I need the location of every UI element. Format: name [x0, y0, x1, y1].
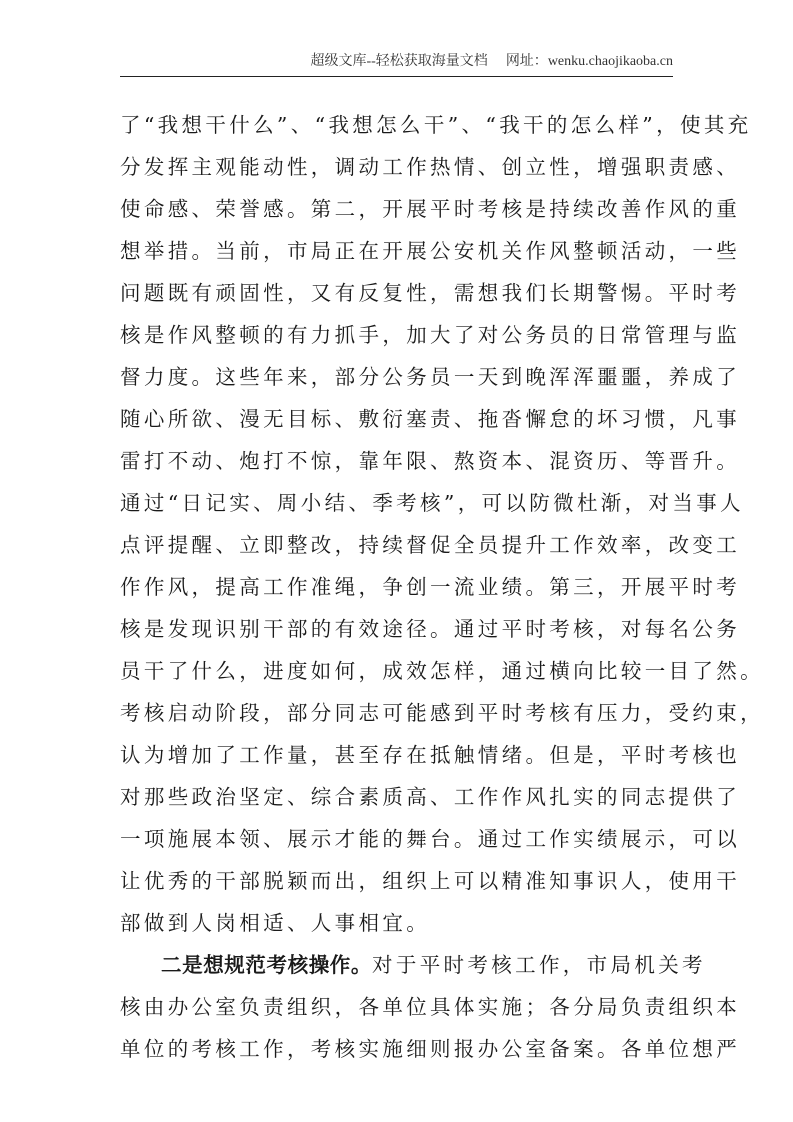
text-line: 作作风，提高工作准绳，争创一流业绩。第三，开展平时考 [120, 575, 741, 599]
site-url[interactable]: wenku.chaojikaoba.cn [547, 54, 673, 69]
section-text: 对于平时考核工作，市局机关考 [372, 953, 706, 977]
text-line: 使命感、荣誉感。第二，开展平时考核是持续改善作风的重 [120, 197, 741, 221]
site-name: 超级文库--轻松获取海量文档 [310, 54, 488, 69]
text-line: 随心所欲、漫无目标、敷衍塞责、拖沓懈怠的坏习惯，凡事 [120, 407, 741, 431]
text-line: 一项施展本领、展示才能的舞台。通过工作实绩展示，可以 [120, 827, 741, 851]
section-heading: 二是想规范考核操作。 [161, 953, 372, 977]
text-line: 部做到人岗相适、人事相宜。 [120, 911, 431, 935]
text-line: 通过“日记实、周小结、季考核”，可以防微杜渐，对当事人 [120, 491, 744, 515]
text-line: 问题既有顽固性，又有反复性，需想我们长期警惕。平时考 [120, 281, 741, 305]
page-header [120, 52, 673, 77]
section-first-line [120, 944, 706, 986]
text-line: 雷打不动、炮打不惊，靠年限、熬资本、混资历、等晋升。 [120, 449, 741, 473]
text-line: 对那些政治坚定、综合素质高、工作作风扎实的同志提供了 [120, 785, 741, 809]
text-line: 分发挥主观能动性，调动工作热情、创立性，增强职责感、 [120, 155, 741, 179]
text-line: 督力度。这些年来，部分公务员一天到晚浑浑噩噩，养成了 [120, 365, 741, 389]
text-line: 核是作风整顿的有力抓手，加大了对公务员的日常管理与监 [120, 323, 741, 347]
text-line: 考核启动阶段，部分同志可能感到平时考核有压力，受约束， [120, 701, 764, 725]
text-line: 点评提醒、立即整改，持续督促全员提升工作效率，改变工 [120, 533, 741, 557]
text-line: 核是发现识别干部的有效途径。通过平时考核，对每名公务 [120, 617, 741, 641]
text-line: 让优秀的干部脱颖而出，组织上可以精准知事识人，使用干 [120, 869, 741, 893]
document-body [120, 104, 764, 1070]
text-line: 了“我想干什么”、“我想怎么干”、“我干的怎么样”，使其充 [120, 113, 752, 137]
text-line: 想举措。当前，市局正在开展公安机关作风整顿活动，一些 [120, 239, 741, 263]
url-label: 网址： [505, 54, 548, 69]
text-line: 核由办公室负责组织，各单位具体实施；各分局负责组织本 [120, 995, 741, 1019]
text-line: 单位的考核工作，考核实施细则报办公室备案。各单位想严 [120, 1037, 741, 1061]
text-line: 认为增加了工作量，甚至存在抵触情绪。但是，平时考核也 [120, 743, 741, 767]
text-line: 员干了什么，进度如何，成效怎样，通过横向比较一目了然。 [120, 659, 764, 683]
